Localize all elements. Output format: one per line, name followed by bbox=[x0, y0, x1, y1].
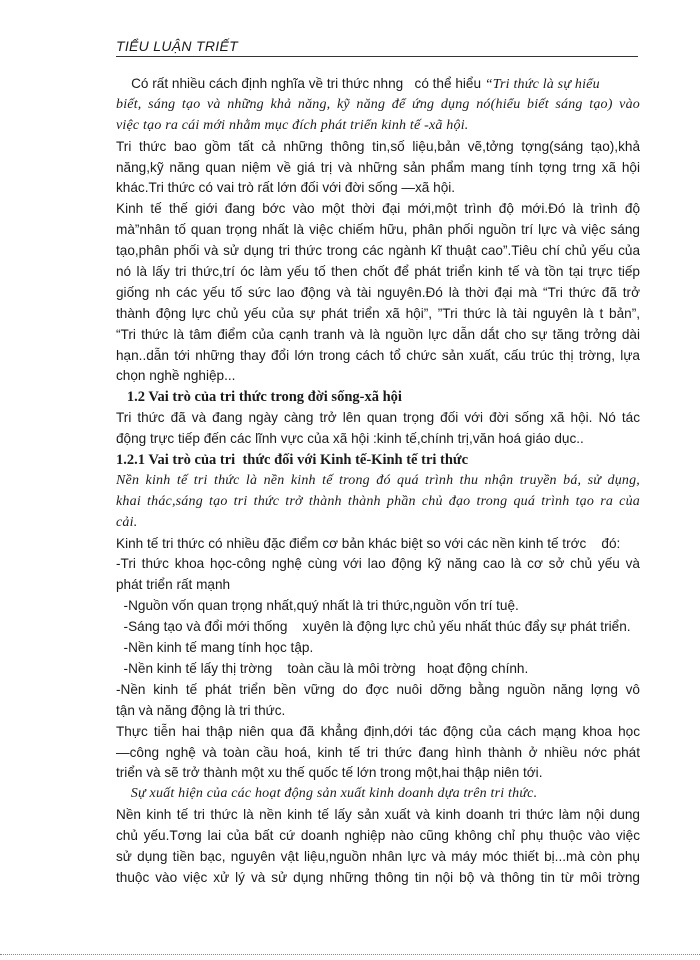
text-line-content: -Nền kinh tế lấy thị trờng toàn cầu là môi trờng hoạt động chính. bbox=[116, 660, 529, 676]
text-line-content: chọn nghề nghiệp... bbox=[116, 368, 236, 384]
section-heading bbox=[116, 387, 640, 408]
text-line bbox=[116, 805, 640, 826]
text-line-content: động trực tiếp đến các lĩnh vực của xã hội :kinh tế,chính trị,văn hoá giáo dục.. bbox=[116, 431, 584, 447]
text-line-content: sử dụng tiền bạc, nguyên vật liệu,nguồn nhân lực và máy móc thiết bị...mà còn phụ bbox=[116, 848, 640, 864]
text-line-content: 1.2 Vai trò của tri thức trong đời sống-xã hội bbox=[116, 389, 402, 406]
text-line bbox=[116, 743, 640, 764]
text-line bbox=[116, 283, 640, 304]
text-line bbox=[116, 784, 640, 805]
text-line-content: hạn..dẫn tới những thay đổi lớn trong cách tổ chức sản xuất, cấu trúc thị trờng, lựa bbox=[116, 347, 640, 363]
text-line bbox=[116, 366, 640, 387]
text-line-content: Nền kinh tế tri thức là nền kinh tế lấy sản xuất và kinh doanh tri thức làm nội dung bbox=[116, 807, 640, 823]
text-line bbox=[116, 262, 640, 283]
text-line-content: Có rất nhiều cách định nghĩa về tri thức nhng có thể hiểu bbox=[116, 76, 485, 91]
text-line bbox=[116, 325, 640, 346]
text-line bbox=[116, 638, 640, 659]
text-line bbox=[116, 575, 640, 596]
text-line bbox=[116, 429, 640, 450]
text-line bbox=[116, 847, 640, 868]
text-line bbox=[116, 178, 640, 199]
text-line bbox=[116, 116, 640, 137]
text-line-content: -Sáng tạo và đổi mới thống xuyên là động lực chủ yếu nhất thúc đẩy sự phát triển. bbox=[116, 619, 631, 635]
text-line-content: -Nguồn vốn quan trọng nhất,quý nhất là tri thức,nguồn vốn trí tuệ. bbox=[116, 598, 519, 614]
text-line bbox=[116, 763, 640, 784]
text-line-content: Tri thức bao gồm tất cả những thông tin,số liệu,bản vẽ,tởng tợng(sáng tạo),khả bbox=[116, 138, 640, 154]
text-line bbox=[116, 554, 640, 575]
text-line-italic-tail: “Tri thức là sự hiểu bbox=[484, 77, 600, 92]
text-line-content: 1.2.1 Vai trò của tri thức đối với Kinh tế-Kinh tế tri thức bbox=[116, 452, 469, 469]
text-line-content: Nền kinh tế tri thức là nền kinh tế trong đó quá trình thu nhận truyền bá, sử dụng, bbox=[116, 472, 640, 488]
text-line-content: mà”nhân tố quan trọng nhất là việc chiếm hữu, phân phối nguồn trí lực và việc sáng bbox=[116, 222, 640, 238]
text-line-content: thành động lực chủ yếu của sự phát triển xã hội”, ”Tri thức là tài nguyên là t bản”, bbox=[116, 305, 640, 321]
page-bottom-rule bbox=[0, 954, 700, 955]
text-line-content: khác.Tri thức có vai trò rất lớn đối với đời sống —xã hội. bbox=[116, 180, 456, 196]
text-line bbox=[116, 241, 640, 262]
text-line bbox=[116, 826, 640, 847]
text-line-content: tạo,phân phối và sử dụng tri thức trong các ngành kĩ thuật cao”.Tiêu chí chủ yếu của bbox=[116, 243, 640, 259]
text-line-content: Kinh tế tri thức có nhiều đặc điểm cơ bản khác biệt so với các nền kinh tế trớc đó: bbox=[116, 535, 621, 551]
text-line bbox=[116, 513, 640, 534]
text-line-content: -Nền kinh tế phát triển bền vững do đợc nuôi dỡng bằng nguồn năng lợng vô bbox=[116, 681, 640, 697]
text-line bbox=[116, 74, 640, 95]
text-line bbox=[116, 158, 640, 179]
text-line-content: Tri thức đã và đang ngày càng trở lên quan trọng đối với đời sống xã hội. Nó tác bbox=[116, 410, 640, 426]
text-line-content: giống nh các yếu tố sức lao động và tài nguyên.Đó là thời đại mà “Tri thức đã trở bbox=[116, 284, 640, 300]
text-line-content: nó là lấy tri thức,trí óc làm yếu tố then chốt để phát triển kinh tế và tồn tại trực tiếp bbox=[116, 264, 640, 280]
text-line bbox=[116, 722, 640, 743]
text-line bbox=[116, 137, 640, 158]
text-line bbox=[116, 617, 640, 638]
text-line bbox=[116, 346, 640, 367]
text-line bbox=[116, 471, 640, 492]
text-line bbox=[116, 220, 640, 241]
text-line bbox=[116, 492, 640, 513]
text-line-content: Sự xuất hiện của các hoạt động sản xuất kinh doanh dựa trên tri thức. bbox=[116, 786, 538, 802]
text-line-content: năng,kỹ năng quan niệm về giá trị và những sản phẩm mang tính tợng trng xã hội bbox=[116, 159, 640, 175]
text-line-content: -Tri thức khoa học-công nghệ cùng với lao động kỹ năng cao là cơ sở chủ yếu và bbox=[116, 556, 640, 572]
text-line bbox=[116, 701, 640, 722]
text-line-content: —công nghệ và toàn cầu hoá, kinh tế tri thức đang hình thành ở nhiều nớc phát bbox=[116, 744, 640, 760]
text-line bbox=[116, 680, 640, 701]
text-line-content: biết, sáng tạo và những khả năng, kỹ năng để ứng dụng nó(hiểu biết sáng tạo) vào bbox=[116, 96, 640, 112]
text-line bbox=[116, 659, 640, 680]
text-line-content: Kinh tế thế giới đang bớc vào một thời đại mới,một trình độ mới.Đó là trình độ bbox=[116, 201, 640, 217]
text-line-content: việc tạo ra cái mới nhằm mục đích phát triển kinh tế -xã hội. bbox=[116, 117, 469, 133]
text-line-content: cải. bbox=[116, 514, 138, 530]
section-heading bbox=[116, 450, 640, 471]
text-line bbox=[116, 534, 640, 555]
text-line bbox=[116, 596, 640, 617]
text-line bbox=[116, 199, 640, 220]
text-line-content: chủ yếu.Tơng lai của bất cứ doanh nghiệp nào cũng không chỉ phụ thuộc vào việc bbox=[116, 828, 640, 844]
text-line-content: thuộc vào việc xử lý và sử dụng những thông tin nội bộ và thông tin từ môi trờng bbox=[116, 869, 640, 885]
text-line bbox=[116, 95, 640, 116]
page-header bbox=[116, 36, 638, 57]
text-line bbox=[116, 868, 640, 889]
header-title: TIỂU LUẬN TRIẾT bbox=[116, 38, 238, 54]
text-line-content: “Tri thức là tâm điểm của cạnh tranh và là nguồn lực dẫn dắt cho sự tăng trởng dài bbox=[116, 326, 640, 342]
text-line bbox=[116, 304, 640, 325]
text-line-content: -Nền kinh tế mang tính học tập. bbox=[116, 640, 314, 656]
text-line bbox=[116, 408, 640, 429]
text-line-content: triển và sẽ trở thành một xu thế quốc tế lớn trong một,hai thập niên tới. bbox=[116, 765, 543, 781]
text-line-content: Thực tiễn hai thập niên qua đã khẳng định,dới tác động của cách mạng khoa học bbox=[116, 723, 640, 739]
document-body bbox=[116, 74, 640, 889]
text-line-content: khai thác,sáng tạo tri thức trở thành thành phần chủ đạo trong quá trình tạo ra của bbox=[116, 493, 640, 509]
text-line-content: tận và năng động là tri thức. bbox=[116, 702, 286, 718]
text-line-content: phát triển rất mạnh bbox=[116, 577, 231, 593]
